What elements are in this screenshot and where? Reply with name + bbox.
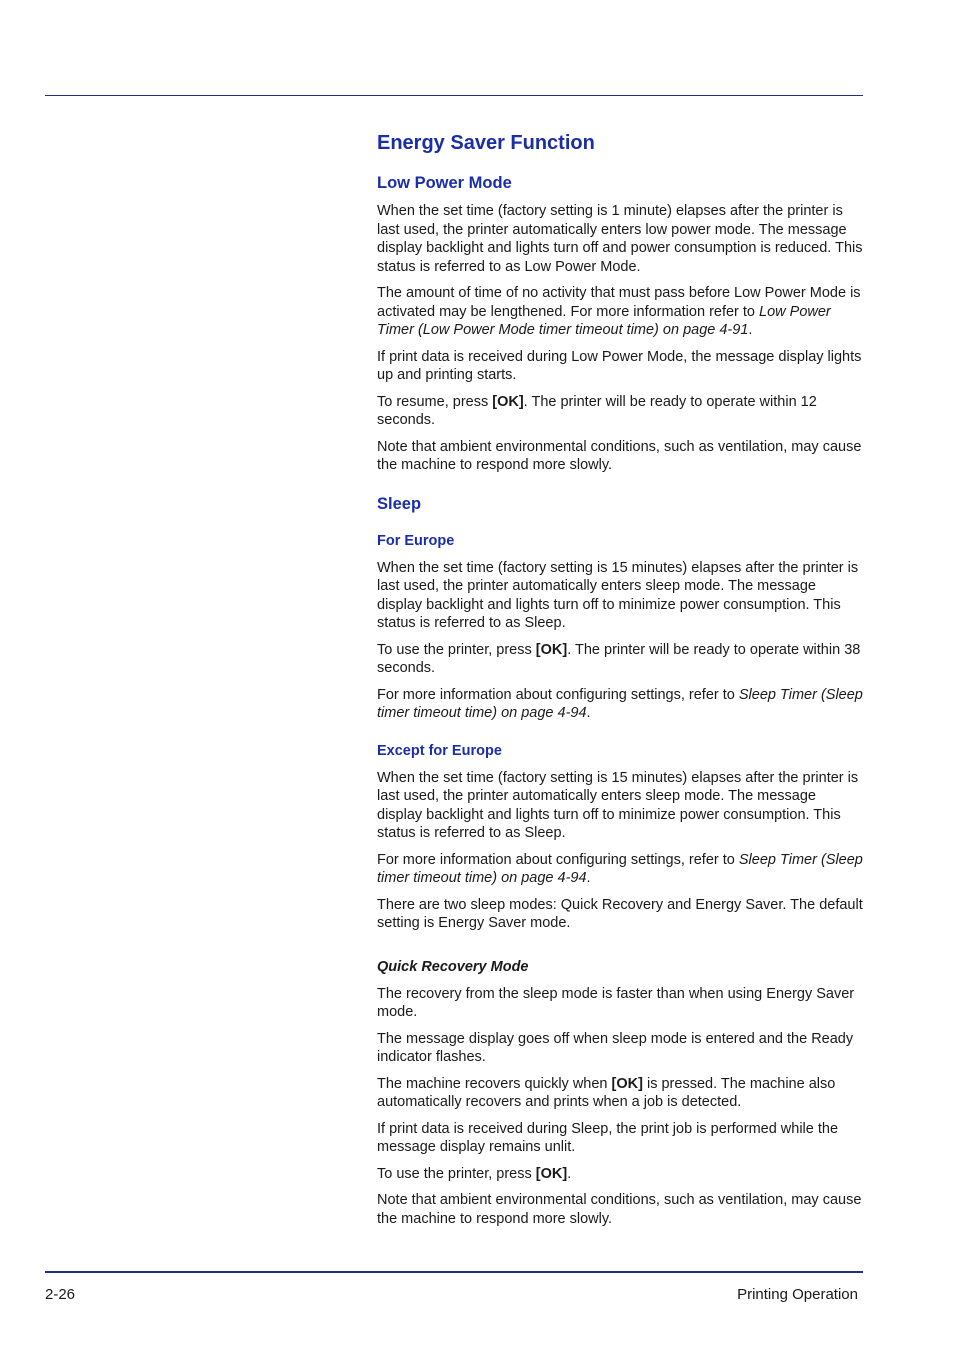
ok-key-label: [OK] bbox=[535, 1165, 568, 1182]
europe-paragraph-1: When the set time (factory setting is 15 minutes) elapses after the printer is last used, the printer automatically enters sleep mode. The message display backlight and lights turn off to minimize power consumption. This status is referred to as Sleep. bbox=[377, 559, 859, 631]
main-content bbox=[377, 128, 865, 1228]
except-europe-paragraph-1: When the set time (factory setting is 15 minutes) elapses after the printer is last used, the printer automatically enters sleep mode. The message display backlight and lights turn off to minimize power consumption. This status is referred to as Sleep. bbox=[377, 769, 859, 841]
quick-paragraph-3: The machine recovers quickly when [OK] is pressed. The machine also automatically recovers and prints when a job is detected. bbox=[377, 1075, 836, 1110]
europe-paragraph-2: To use the printer, press [OK]. The printer will be ready to operate within 38 seconds. bbox=[377, 641, 861, 676]
quick-paragraph-4: If print data is received during Sleep, the print job is performed while the message display remains unlit. bbox=[377, 1120, 839, 1155]
cross-reference: Sleep Timer (Sleep timer timeout time) on page 4-94 bbox=[377, 686, 863, 721]
quick-paragraph-5: To use the printer, press [OK]. bbox=[377, 1165, 572, 1182]
cross-reference: Low Power Timer (Low Power Mode timer timeout time) on page 4-91 bbox=[377, 303, 831, 338]
heading-except-for-europe: Except for Europe bbox=[377, 742, 502, 759]
heading-sleep: Sleep bbox=[377, 494, 422, 513]
cross-reference: Sleep Timer (Sleep timer timeout time) on page 4-94 bbox=[377, 851, 863, 886]
heading-quick-recovery-mode: Quick Recovery Mode bbox=[377, 958, 529, 975]
page-number: 2-26 bbox=[45, 1286, 76, 1303]
ok-key-label: [OK] bbox=[611, 1075, 643, 1092]
low-power-paragraph-4: To resume, press [OK]. The printer will be ready to operate within 12 seconds. bbox=[377, 393, 817, 428]
quick-paragraph-6: Note that ambient environmental conditions, such as ventilation, may cause the machine to respond more slowly. bbox=[377, 1192, 862, 1227]
footer-section-title: Printing Operation bbox=[737, 1286, 858, 1303]
low-power-paragraph-3: If print data is received during Low Power Mode, the message display lights up and printing starts. bbox=[377, 348, 862, 383]
heading-low-power-mode: Low Power Mode bbox=[377, 174, 512, 192]
quick-paragraph-2: The message display goes off when sleep mode is entered and the Ready indicator flashes. bbox=[377, 1030, 854, 1065]
ok-key-label: [OK] bbox=[492, 393, 524, 410]
except-europe-paragraph-2: For more information about configuring settings, refer to Sleep Timer (Sleep timer timeout time) on page 4-94. bbox=[377, 851, 863, 886]
europe-paragraph-3: For more information about configuring settings, refer to Sleep Timer (Sleep timer timeout time) on page 4-94. bbox=[377, 686, 863, 721]
quick-paragraph-1: The recovery from the sleep mode is faster than when using Energy Saver mode. bbox=[377, 985, 855, 1020]
ok-key-label: [OK] bbox=[535, 641, 568, 658]
header-rule bbox=[45, 95, 863, 96]
except-europe-paragraph-3: There are two sleep modes: Quick Recovery and Energy Saver. The default setting is Energy Saver mode. bbox=[377, 896, 863, 931]
low-power-paragraph-5: Note that ambient environmental conditions, such as ventilation, may cause the machine to respond more slowly. bbox=[377, 438, 862, 473]
page-title: Energy Saver Function bbox=[377, 132, 595, 154]
heading-for-europe: For Europe bbox=[377, 532, 455, 549]
footer-rule bbox=[45, 1271, 863, 1273]
low-power-paragraph-2: The amount of time of no activity that must pass before Low Power Mode is activated may be lengthened. For more information refer to Low Power Timer (Low Power Mode timer timeout time) on page 4-91. bbox=[377, 285, 861, 338]
low-power-paragraph-1: When the set time (factory setting is 1 minute) elapses after the printer is last used, the printer automatically enters low power mode. The message display backlight and lights turn off and power consumption is reduced. This status is referred to as Low Power Mode. bbox=[377, 203, 863, 275]
